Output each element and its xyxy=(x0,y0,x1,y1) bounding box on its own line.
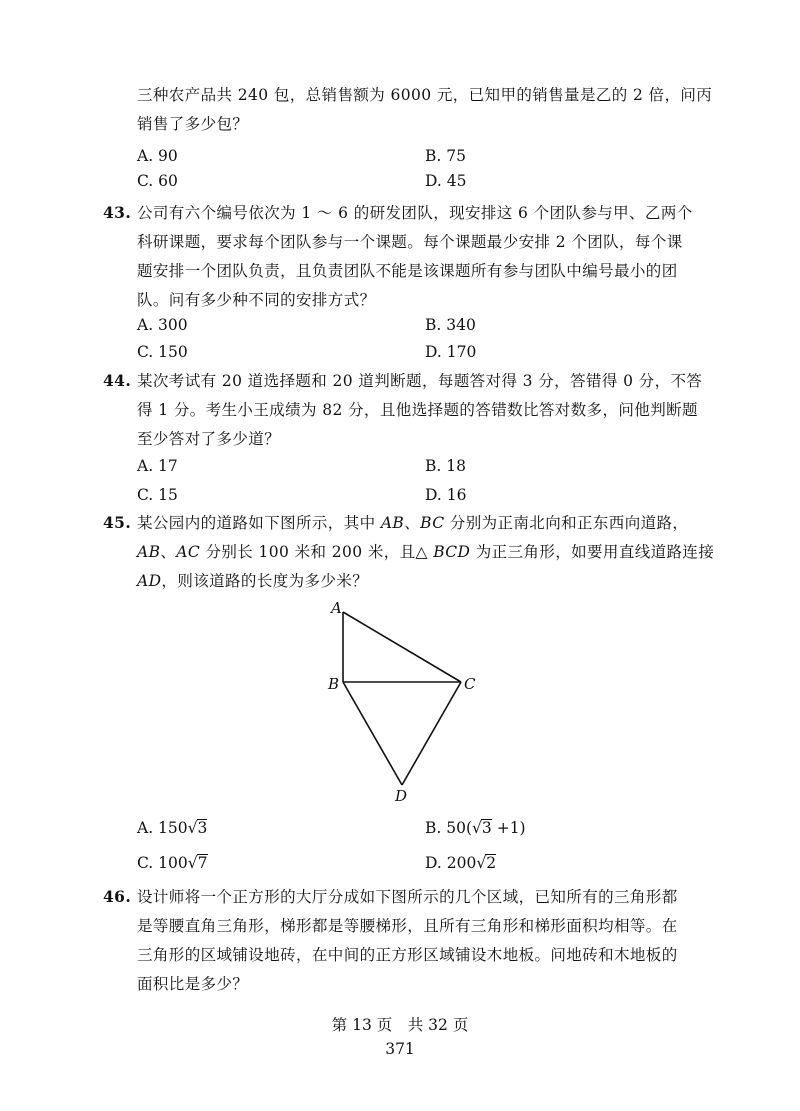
page-info: 第 13 页 共 32 页 xyxy=(331,1016,469,1034)
page-number: 371 xyxy=(385,1040,415,1058)
q44-option-d: D. 16 xyxy=(425,486,467,504)
label-c: C xyxy=(464,675,476,693)
sqrt-icon: √ xyxy=(476,854,487,872)
q42-option-c: C. 60 xyxy=(137,172,178,190)
q45-line-2-b: 分别长 100 米和 200 米，且△ xyxy=(200,543,434,561)
segment-ab-2: AB xyxy=(137,543,161,561)
q45-option-d-prefix: D. 200 xyxy=(425,854,477,872)
label-a: A xyxy=(331,600,342,617)
label-b: B xyxy=(328,675,340,693)
q44-line-1: 某次考试有 20 道选择题和 20 道判断题，每题答对得 3 分，答错得 0 分，不答 xyxy=(137,372,703,390)
q45-line-3-a: ，则该道路的长度为多少米？ xyxy=(161,572,369,590)
q44-line-3: 至少答对了多少道？ xyxy=(137,430,281,448)
q45-option-b-suffix: +1) xyxy=(491,819,526,837)
segment-ac: AC xyxy=(176,543,201,561)
q46-line-4: 面积比是多少？ xyxy=(137,975,249,993)
q43-line-2: 科研课题，要求每个团队参与一个课题。每个课题最少安排 2 个团队，每个课 xyxy=(137,233,683,251)
q46-line-1: 设计师将一个正方形的大厅分成如下图所示的几个区域，已知所有的三角形都 xyxy=(137,888,678,906)
q43-line-1: 公司有六个编号依次为 1 ～ 6 的研发团队，现安排这 6 个团队参与甲、乙两个 xyxy=(137,204,693,222)
sqrt-icon: √ xyxy=(187,819,198,837)
q46-line-2: 是等腰直角三角形，梯形都是等腰梯形，且所有三角形和梯形面积均相等。在 xyxy=(137,917,678,935)
q43-option-c: C. 150 xyxy=(137,343,188,361)
q42-line-1: 三种农产品共 240 包，总销售额为 6000 元，已知甲的销售量是乙的 2 倍，问丙 xyxy=(137,86,713,104)
q45-option-b-prefix: B. 50( xyxy=(425,819,473,837)
q44-number: 44. xyxy=(103,371,132,390)
sqrt-icon: √ xyxy=(472,819,482,837)
q43-number: 43. xyxy=(103,203,132,222)
triangle-bcd: BCD xyxy=(433,543,471,561)
q45-line-2-a: 、 xyxy=(160,543,177,561)
label-d: D xyxy=(395,787,408,805)
q46-number: 46. xyxy=(103,887,132,906)
q42-option-a: A. 90 xyxy=(137,147,178,165)
q43-line-4: 队。问有多少种不同的安排方式？ xyxy=(137,291,376,309)
q43-option-b: B. 340 xyxy=(425,316,476,334)
q45-option-b-radicand: 3 xyxy=(481,819,492,837)
q42-option-d: D. 45 xyxy=(425,172,467,190)
q45-option-d-radicand: 2 xyxy=(486,854,497,872)
q44-option-a: A. 17 xyxy=(137,457,178,475)
q45-line-2-c: 为正三角形，如要用直线道路连接 xyxy=(470,543,715,561)
q42-option-b: B. 75 xyxy=(425,147,466,165)
segment-ab: AB xyxy=(380,514,405,532)
q44-line-2: 得 1 分。考生小王成绩为 82 分，且他选择题的答错数比答对数多，问他判断题 xyxy=(137,401,698,419)
q46-line-3: 三角形的区域铺设地砖，在中间的正方形区域铺设木地板。问地砖和木地板的 xyxy=(137,946,678,964)
q43-line-3: 题安排一个团队负责，且负责团队不能是该课题所有参与团队中编号最小的团 xyxy=(137,262,678,280)
q42-line-2: 销售了多少包？ xyxy=(137,115,249,133)
q45-number: 45. xyxy=(103,513,132,532)
q45-option-a-prefix: A. 150 xyxy=(137,819,188,837)
segment-ad: AD xyxy=(137,572,162,590)
sqrt-icon: √ xyxy=(187,854,198,872)
segment-bc: BC xyxy=(420,514,445,532)
q45-option-c-radicand: 7 xyxy=(197,854,208,872)
q45-line-1-b: 、 xyxy=(404,514,421,532)
q45-line-1-c: 分别为正南北向和正东西向道路， xyxy=(444,514,689,532)
q43-option-d: D. 170 xyxy=(425,343,477,361)
q45-option-c-prefix: C. 100 xyxy=(137,854,188,872)
q44-option-c: C. 15 xyxy=(137,486,178,504)
q45-line-1-a: 某公园内的道路如下图所示，其中 xyxy=(137,514,381,532)
q44-option-b: B. 18 xyxy=(425,457,466,475)
q43-option-a: A. 300 xyxy=(137,316,188,334)
q45-option-a-radicand: 3 xyxy=(197,819,208,837)
